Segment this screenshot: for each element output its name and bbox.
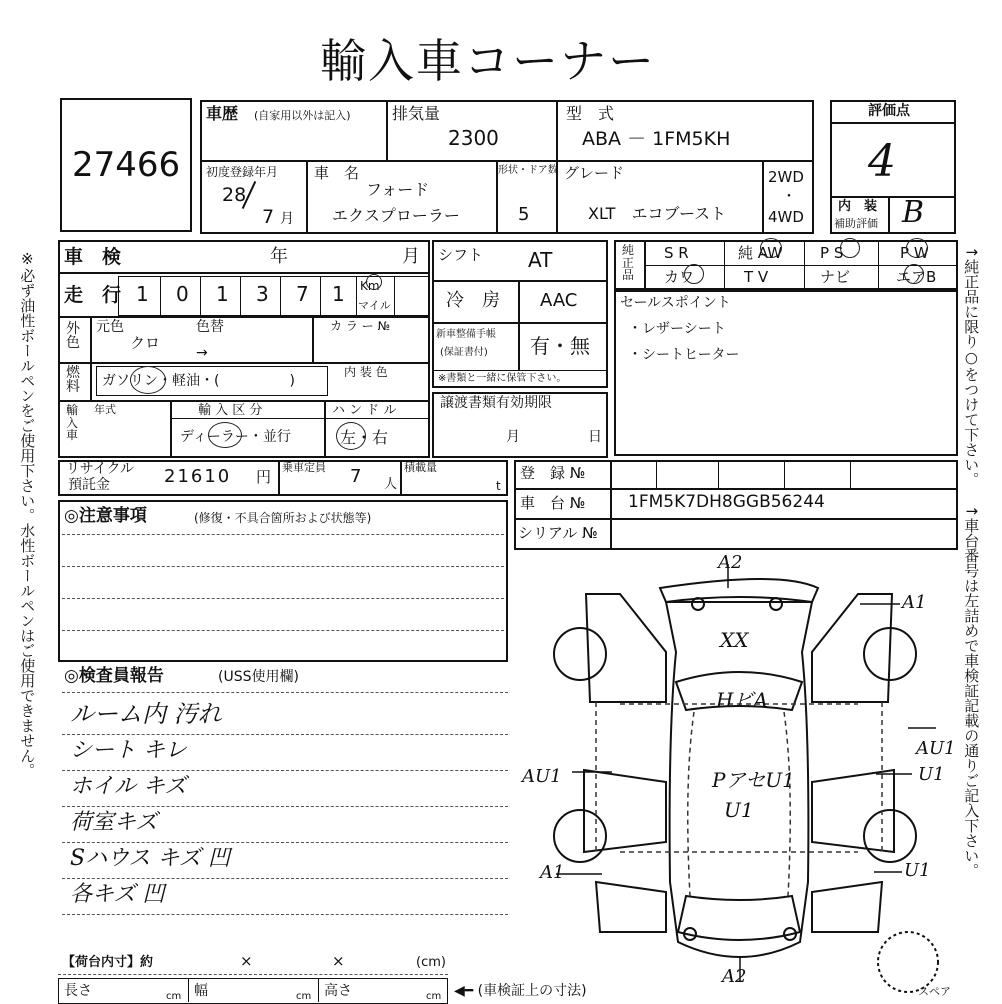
transfer-label: 譲渡書類有効期限 [440, 395, 552, 411]
shaken-dims-note: ◀━ (車検証上の寸法) [454, 983, 587, 999]
dims-width: 幅 [194, 983, 208, 999]
sales-points-label: セールスポイント [620, 295, 731, 311]
inspector-line-2: シート キレ [70, 738, 187, 763]
equipment-side-label: 純正品 [622, 243, 635, 283]
car-name-label: 車 名 [314, 164, 360, 182]
diag-r-mid: U1 [918, 764, 945, 785]
cargo-x1: × [240, 952, 253, 970]
color-side-label: 外色 [66, 321, 80, 351]
equip-leather: カワ [664, 268, 695, 286]
score-label: 評価点 [868, 103, 910, 119]
transfer-day: 日 [588, 429, 602, 445]
dims-box [58, 978, 448, 1004]
recycle-value: 21610 [164, 466, 232, 487]
lot-number: 27466 [72, 145, 181, 185]
import-kubun-label: 輸 入 区 分 [198, 403, 263, 418]
diag-l-rear: A1 [540, 862, 565, 883]
capacity-label: 乗車定員 [282, 461, 326, 474]
fuel-value: ガソリン・軽油・( ) [102, 373, 295, 389]
mileage-digit-4: 7 [296, 282, 309, 306]
cargo-unit: (cm) [416, 955, 446, 970]
shift-value: AT [528, 248, 553, 272]
interior-label2: 補助評価 [834, 217, 878, 230]
inspector-line-5: Sハウス キズ 凹 [70, 846, 230, 871]
mileage-label: 走 行 [64, 284, 122, 306]
diag-roof-2: U1 [724, 798, 754, 822]
diag-front: A2 [718, 552, 743, 573]
serial-label: シリアル № [518, 524, 598, 542]
drive-dot: ・ [782, 189, 796, 205]
capacity-unit: 人 [384, 477, 398, 492]
mileage-digit-0: 1 [136, 282, 149, 306]
cargo-label: 【荷台内寸】約 [62, 955, 154, 970]
car-name-value1: フォード [366, 180, 430, 199]
registration-label: 登 録 № [520, 464, 586, 482]
first-reg-month: 7 [262, 206, 275, 228]
load-unit: t [496, 479, 501, 493]
ps-circle [840, 238, 860, 258]
color-value: クロ [130, 334, 161, 352]
equip-aw: 純 AW [738, 244, 783, 262]
fuel-side-label: 燃料 [66, 365, 80, 395]
mileage-digit-3: 3 [256, 282, 269, 306]
equip-navi: ナビ [820, 268, 851, 286]
dealer-circle [208, 422, 242, 448]
cargo-x2: × [332, 952, 345, 970]
inspector-line-3: ホイル キズ [70, 774, 187, 799]
manual-value: 有・無 [530, 334, 590, 358]
manual-label2: (保証書付) [440, 347, 488, 358]
displacement-label: 排気量 [392, 104, 441, 123]
mileage-digit-2: 1 [216, 282, 229, 306]
color-orig-label: 元色 [96, 319, 124, 335]
side-note-left: ※必ず油性ボールペンをご使用下さい。水性ボールペンはご使用できません。 [18, 250, 37, 778]
import-year-label: 年式 [94, 403, 116, 416]
shaken-year: 年 [270, 246, 288, 267]
inspector-label: ◎検査員報告 [64, 666, 164, 686]
recycle-label1: リサイクル [66, 461, 135, 477]
interior-value: B [902, 195, 925, 230]
side-note-right-top: ↑純正品に限り○をつけて下さい。 [962, 246, 981, 487]
pw-circle [906, 238, 928, 258]
dims-length-cm: cm [166, 991, 182, 1002]
mileage-unit-km: Km [360, 279, 380, 293]
aw-circle [760, 238, 782, 258]
color-arrow: → [196, 345, 208, 361]
diag-l-door: AU1 [522, 766, 562, 787]
manual-note: ※書類と一緒に保管下さい。 [438, 373, 567, 384]
recycle-label2: 預託金 [68, 477, 110, 493]
grade-label: グレード [564, 164, 625, 182]
inspector-line-4: 荷室キズ [70, 810, 158, 835]
dims-length: 長さ [64, 983, 92, 999]
diag-hood: XX [720, 628, 749, 652]
car-name-value2: エクスプローラー [332, 206, 460, 225]
caution-note: (修復・不具合箇所および状態等) [194, 511, 372, 525]
import-kubun-value: ディーラー・並行 [180, 429, 291, 445]
dims-height: 高さ [324, 983, 352, 999]
equip-sr: S R [664, 244, 689, 262]
dims-width-cm: cm [296, 991, 312, 1002]
diag-rear: A2 [722, 966, 747, 987]
first-reg-label: 初度登録年月 [206, 165, 279, 179]
mileage-digit-5: 1 [332, 282, 345, 306]
drive-2wd: 2WD [768, 168, 804, 186]
score-value: 4 [868, 136, 896, 187]
ac-value: AAC [540, 290, 578, 311]
chassis-value: 1FM5K7DH8GGB56244 [628, 492, 825, 512]
history-note: (自家用以外は記入) [254, 109, 351, 122]
color-change-label: 色替 [196, 319, 224, 335]
first-reg-year: 28 [222, 184, 247, 206]
handle-value: 左・右 [340, 428, 389, 447]
shaken-label: 車 検 [64, 246, 122, 268]
diag-r-front: A1 [902, 592, 927, 613]
ac-label: 冷 房 [446, 290, 500, 311]
diag-r-rear: U1 [904, 860, 931, 881]
doors-label: 形状・ドア数 [498, 165, 558, 176]
inspector-line-1: ルーム内 汚れ [70, 700, 222, 728]
mileage-digit-1: 0 [176, 282, 189, 306]
airbag-circle [904, 264, 924, 284]
sales-points-block [614, 290, 958, 456]
equip-airbag: エアB [896, 268, 937, 286]
capacity-value: 7 [350, 466, 362, 487]
caution-label: ◎注意事項 [64, 506, 147, 526]
equip-tv: T V [744, 268, 769, 286]
inspector-line-6: 各キズ 凹 [70, 882, 165, 907]
equip-pw: P W [900, 244, 929, 262]
mileage-unit-mile: マイル [358, 299, 391, 312]
interior-label1: 内 装 [838, 199, 878, 214]
leather-circle [684, 264, 704, 284]
diag-roof: PアセU1 [712, 768, 795, 792]
model-label: 型 式 [566, 104, 615, 123]
chassis-label: 車 台 № [520, 494, 586, 512]
color-code-label: カ ラ ー № [330, 319, 390, 333]
diag-r-door: AU1 [916, 738, 956, 759]
recycle-unit: 円 [256, 468, 272, 486]
first-reg-month-unit: 月 [280, 211, 294, 227]
import-side-label: 輸入車 [66, 403, 79, 443]
load-label: 積載量 [404, 461, 437, 474]
interior-color-label: 内 装 色 [344, 365, 388, 379]
transfer-month: 月 [506, 429, 520, 445]
equip-ps: P S [820, 244, 844, 262]
drive-4wd: 4WD [768, 208, 804, 226]
km-circle [366, 274, 382, 290]
page-title: 輸入車コーナー [320, 34, 656, 88]
side-note-right-bottom: ↑車台番号は左詰めで車検証記載の通りご記入下さい。 [962, 505, 981, 878]
sales-point-1: ・レザーシート [628, 321, 726, 337]
displacement-value: 2300 [448, 126, 499, 150]
inspector-note: (USS使用欄) [218, 669, 299, 685]
fuel-circle [130, 366, 166, 394]
diag-glass: HビA [716, 688, 768, 712]
doors-value: 5 [518, 204, 530, 225]
diag-spare: スペア [918, 985, 951, 998]
shaken-month: 月 [402, 246, 420, 267]
sales-point-2: ・シートヒーター [628, 347, 740, 363]
shift-label: シフト [438, 246, 484, 264]
model-value: ABA － 1FM5KH [582, 128, 731, 150]
grade-value: XLT エコブースト [588, 204, 727, 223]
handle-label: ハ ン ド ル [332, 403, 397, 418]
left-handle-circle [336, 422, 366, 450]
dims-height-cm: cm [426, 991, 442, 1002]
manual-label1: 新車整備手帳 [436, 329, 496, 340]
history-label: 車歴 [206, 104, 239, 123]
